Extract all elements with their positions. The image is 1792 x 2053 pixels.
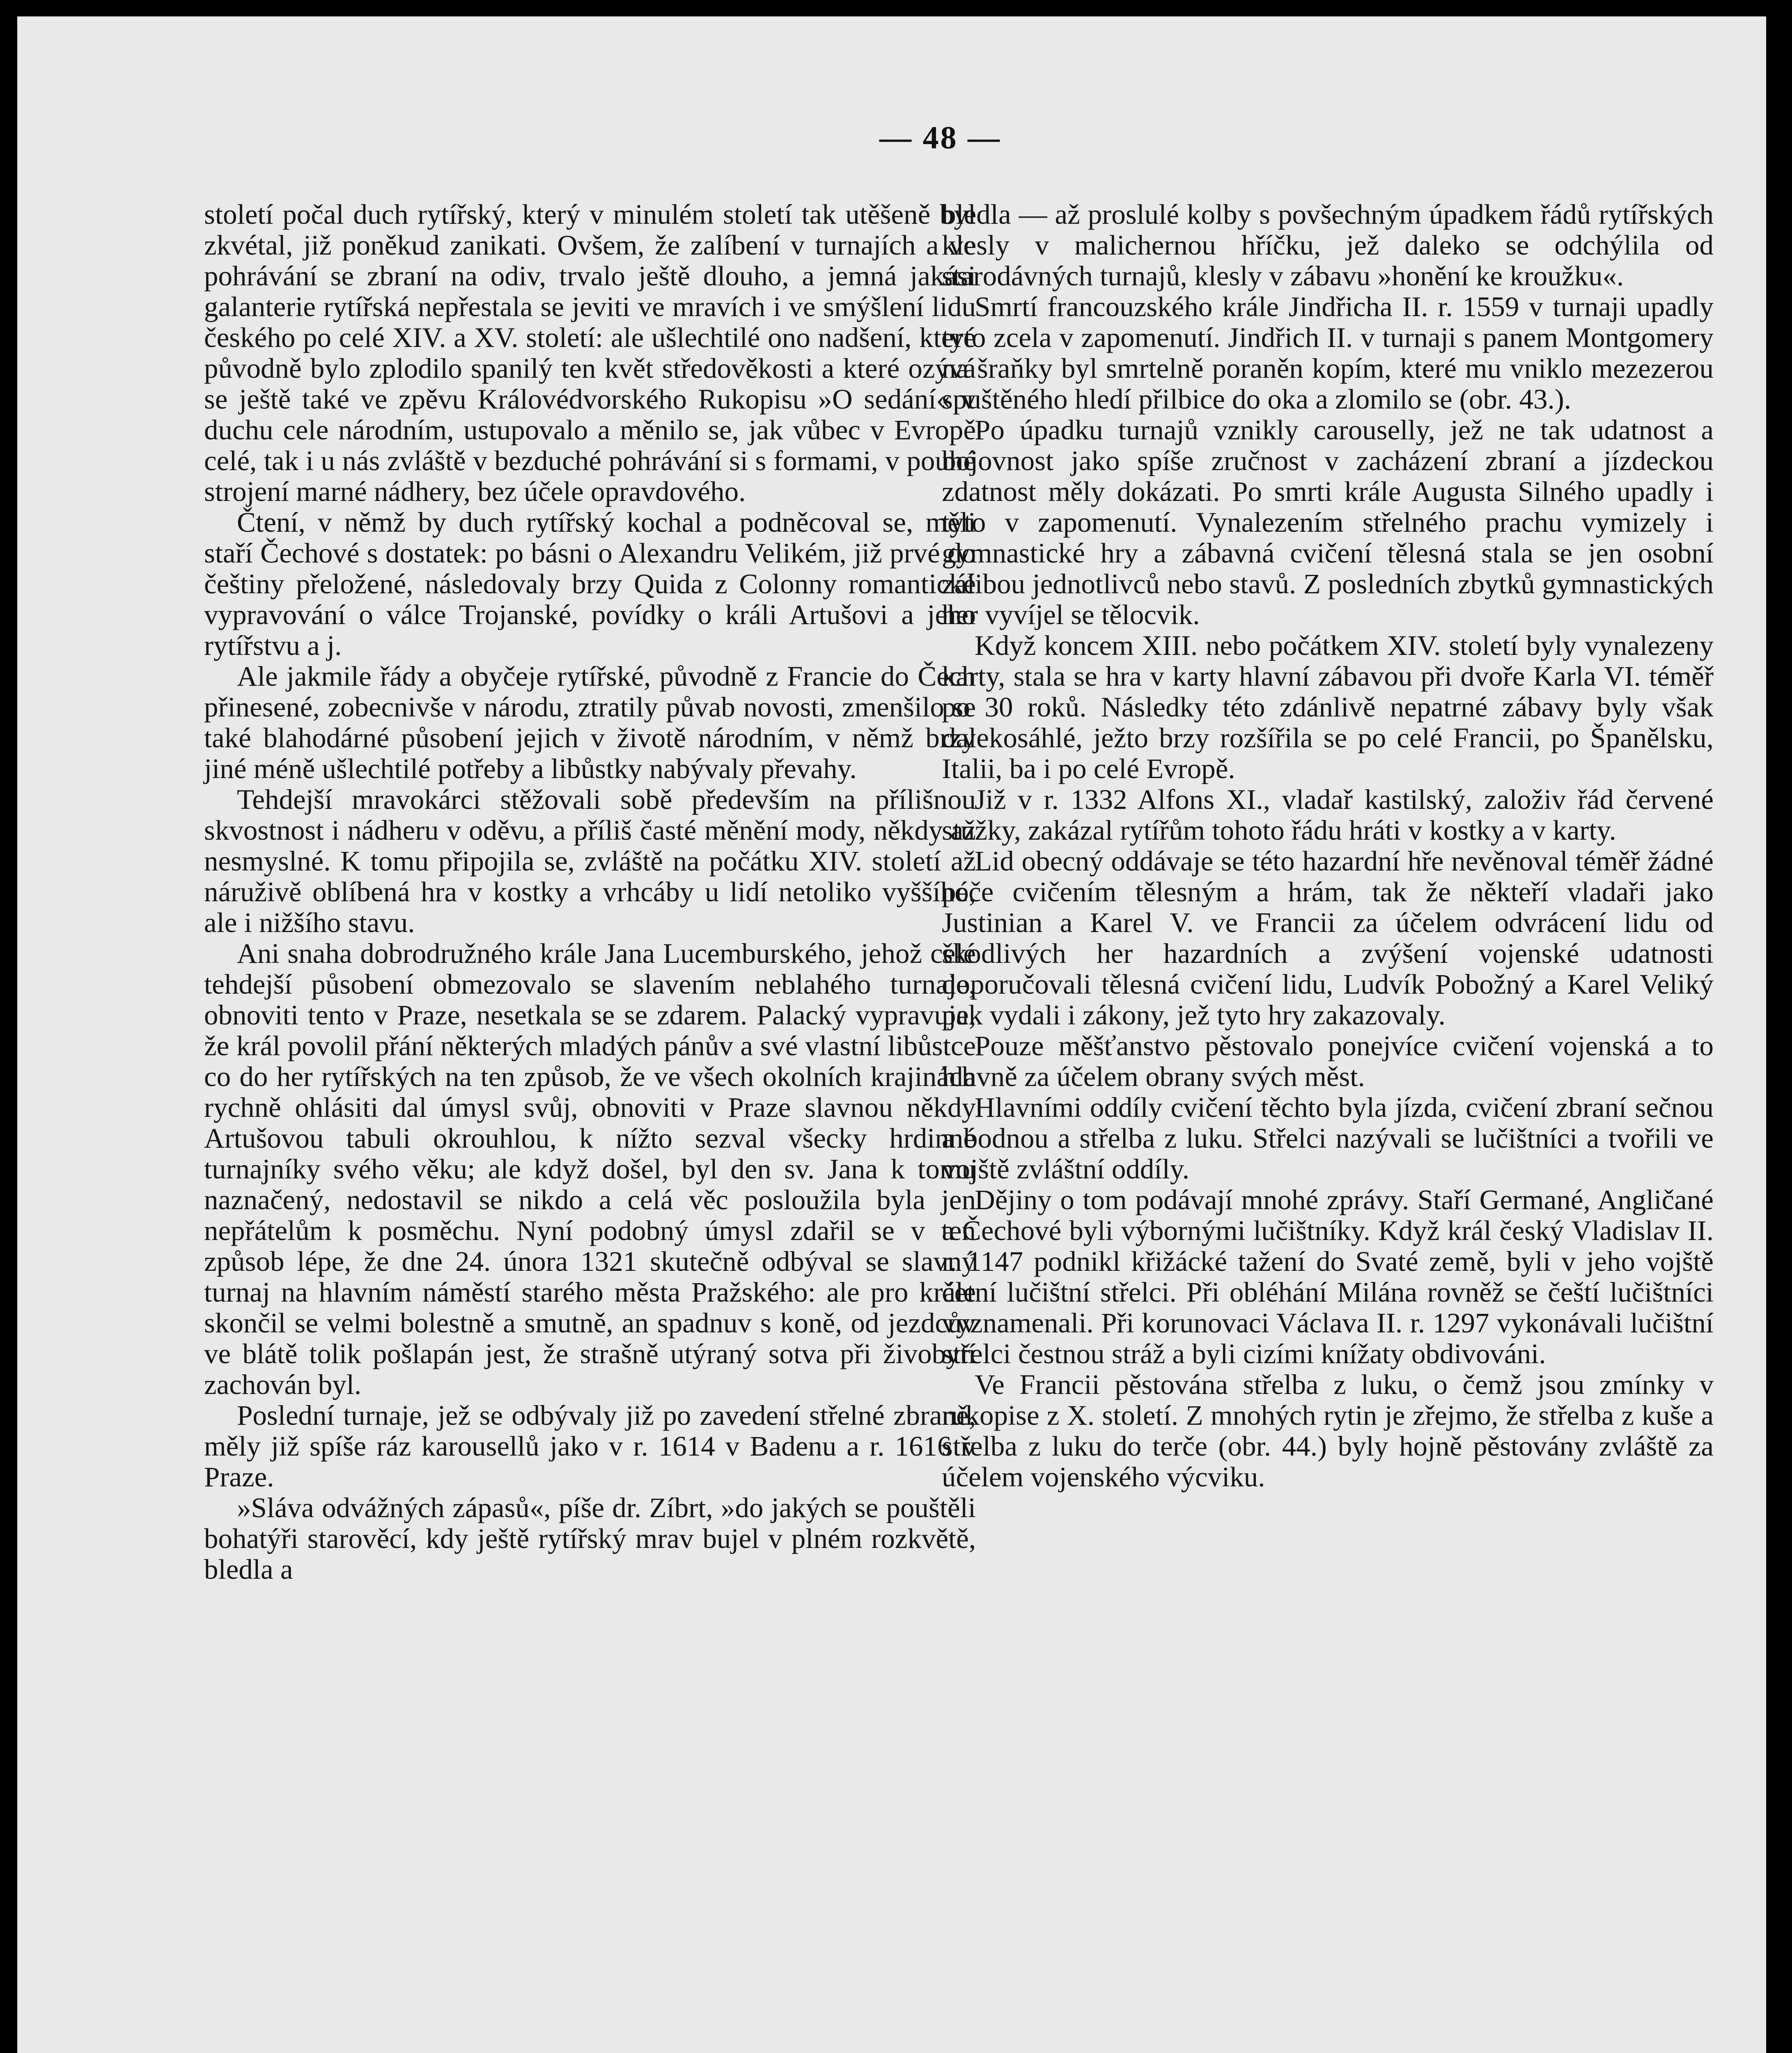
paragraph: Poslední turnaje, jež se odbývaly již po zavedení střelné zbraně, měly již spíše ráz karousellů jako v r. 1614 v Badenu a r. 1616 v Praze. xyxy=(204,1400,976,1493)
paragraph: Ani snaha dobrodružného krále Jana Lucemburského, jehož celé tehdejší působení obmezovalo se slavením neblahého turnaje, obnoviti tento v Praze, nesetkala se se zdarem. Palacký vypravuje, že král povolil přání některých mladých pánův a své vlastní libůstce co do her rytířských na ten způsob, že ve všech okolních krajinách rychně ohlásiti dal úmysl svůj, obnoviti v Praze slavnou někdy Artušovou tabuli okrouhlou, k nížto sezval všecky hrdinné turnajníky svého věku; ale když došel, byl den sv. Jana k tomu naznačený, nedostavil se nikdo a celá věc posloužila byla jen nepřátelům k posměchu. Nyní podobný úmysl zdařil se v ten způsob lépe, že dne 24. února 1321 skutečně odbýval se slavný turnaj na hlavním náměstí starého města Pražského: ale pro krále skončil se velmi bolestně a smutně, an spadnuv s koně, od jezdcův ve blátě tolik pošlapán jest, že strašně utýraný sotva při živobytí zachován byl. xyxy=(204,938,976,1400)
paragraph: Ve Francii pěstována střelba z luku, o čemž jsou zmínky v rukopise z X. století. Z mnohých rytin je zřejmo, že střelba z kuše a střelba z luku do terče (obr. 44.) byly hojně pěstovány zvláště za účelem vojenského výcviku. xyxy=(942,1369,1714,1493)
paragraph: Lid obecný oddávaje se této hazardní hře nevěnoval téměř žádné péče cvičením tělesným a hrám, tak že někteří vladaři jako Justinian a Karel V. ve Francii za účelem odvrácení lidu od škodlivých her hazardních a zvýšení vojenské udatnosti doporučovali tělesná cvičení lidu, Ludvík Pobožný a Karel Veliký pak vydali i zákony, jež tyto hry zakazovaly. xyxy=(942,845,1714,1031)
paragraph: Pouze měšťanstvo pěstovalo ponejvíce cvičení vojenská a to hlavně za účelem obrany svých měst. xyxy=(942,1030,1714,1092)
paragraph: století počal duch rytířský, který v minulém století tak utěšeně byl zkvétal, již poněkud zanikati. Ovšem, že zalíbení v turnajích a ve pohrávání se zbraní na odiv, trvalo ještě dlouho, a jemná jakási galanterie rytířská nepřestala se jeviti ve mravích i ve smýšlení lidu českého po celé XIV. a XV. století: ale ušlechtilé ono nadšení, které původně bylo zplodilo spanilý ten květ středověkosti a které ozývá se ještě také ve zpěvu Královédvorského Rukopisu »O sedání« v duchu cele národním, ustupovalo a měnilo se, jak vůbec v Evropě celé, tak i u nás zvláště v bezduché pohrávání si s formami, v pouhé strojení marné nádhery, bez účele opravdového. xyxy=(204,199,976,507)
paragraph: bledla — až proslulé kolby s povšechným úpadkem řádů rytířských klesly v malichernou hříčku, jež daleko se odchýlila od starodávných turnajů, klesly v zábavu »honění ke kroužku«. xyxy=(942,199,1714,292)
book-page xyxy=(17,16,1766,2053)
left-column xyxy=(204,199,976,1585)
paragraph: Když koncem XIII. nebo počátkem XIV. století byly vynalezeny karty, stala se hra v karty hlavní zábavou při dvoře Karla VI. téměř po 30 roků. Následky této zdánlivě nepatrné zábavy byly však dalekosáhlé, ježto brzy rozšířila se po celé Francii, po Španělsku, Italii, ba i po celé Evropě. xyxy=(942,630,1714,784)
paragraph: Ale jakmile řády a obyčeje rytířské, původně z Francie do Čech přinesené, zobecnivše v národu, ztratily půvab novosti, zmenšilo se také blahodárné působení jejich v životě národním, v němž brzy jiné méně ušlechtilé potřeby a libůstky nabývaly převahy. xyxy=(204,661,976,784)
paragraph: Čtení, v němž by duch rytířský kochal a podněcoval se, měli staří Čechové s dostatek: po básni o Alexandru Velikém, již prvé do češtiny přeložené, následovaly brzy Quida z Colonny romantické vypravování o válce Trojanské, povídky o králi Artušovi a jeho rytířstvu a j. xyxy=(204,507,976,661)
paragraph: Po úpadku turnajů vznikly carouselly, jež ne tak udatnost a bojovnost jako spíše zručnost v zacházení zbraní a jízdeckou zdatnost měly dokázati. Po smrti krále Augusta Silného upadly i tyto v zapomenutí. Vynalezením střelného prachu vymizely i gymnastické hry a zábavná cvičení tělesná stala se jen osobní zálibou jednotlivců nebo stavů. Z posledních zbytků gymnastických her vyvíjel se tělocvik. xyxy=(942,414,1714,630)
paragraph: Již v r. 1332 Alfons XI., vladař kastilský, založiv řád červené stužky, zakázal rytířům tohoto řádu hráti v kostky a v karty. xyxy=(942,784,1714,846)
page-number: — 48 — xyxy=(879,119,1001,155)
paragraph: »Sláva odvážných zápasů«, píše dr. Zíbrt, »do jakých se pouštěli bohatýři starověcí, kdy ještě rytířský mrav bujel v plném rozkvětě, bledla a xyxy=(204,1492,976,1585)
paragraph: Dějiny o tom podávají mnohé zprávy. Staří Germané, Angličané a Čechové byli výbornými lučištníky. Když král český Vladislav II. r. 1147 podnikl křižácké tažení do Svaté země, byli v jeho vojště četní lučištní střelci. Při obléhání Milána rovněž se čeští lučištníci vyznamenali. Při korunovaci Václava II. r. 1297 vykonávali lučištní střelci čestnou stráž a byli cizími knížaty obdivováni. xyxy=(942,1184,1714,1369)
right-column xyxy=(942,199,1714,1493)
paragraph: Hlavními oddíly cvičení těchto byla jízda, cvičení zbraní sečnou a bodnou a střelba z luku. Střelci nazývali se lučištníci a tvořili ve vojště zvláštní oddíly. xyxy=(942,1092,1714,1185)
paragraph: Smrtí francouzského krále Jindřicha II. r. 1559 v turnaji upadly tyto zcela v zapomenutí. Jindřich II. v turnaji s panem Montgomery na šraňky byl smrtelně poraněn kopím, které mu vniklo mezezerou spuštěného hledí přilbice do oka a zlomilo se (obr. 43.). xyxy=(942,291,1714,415)
paragraph: Tehdejší mravokárci stěžovali sobě především na přílišnou skvostnost i nádheru v oděvu, a příliš časté měnění mody, někdy až nesmyslné. K tomu připojila se, zvláště na počátku XIV. století až náruživě oblíbená hra v kostky a vrhcáby u lidí netoliko vyššího, ale i nižšího stavu. xyxy=(204,784,976,938)
